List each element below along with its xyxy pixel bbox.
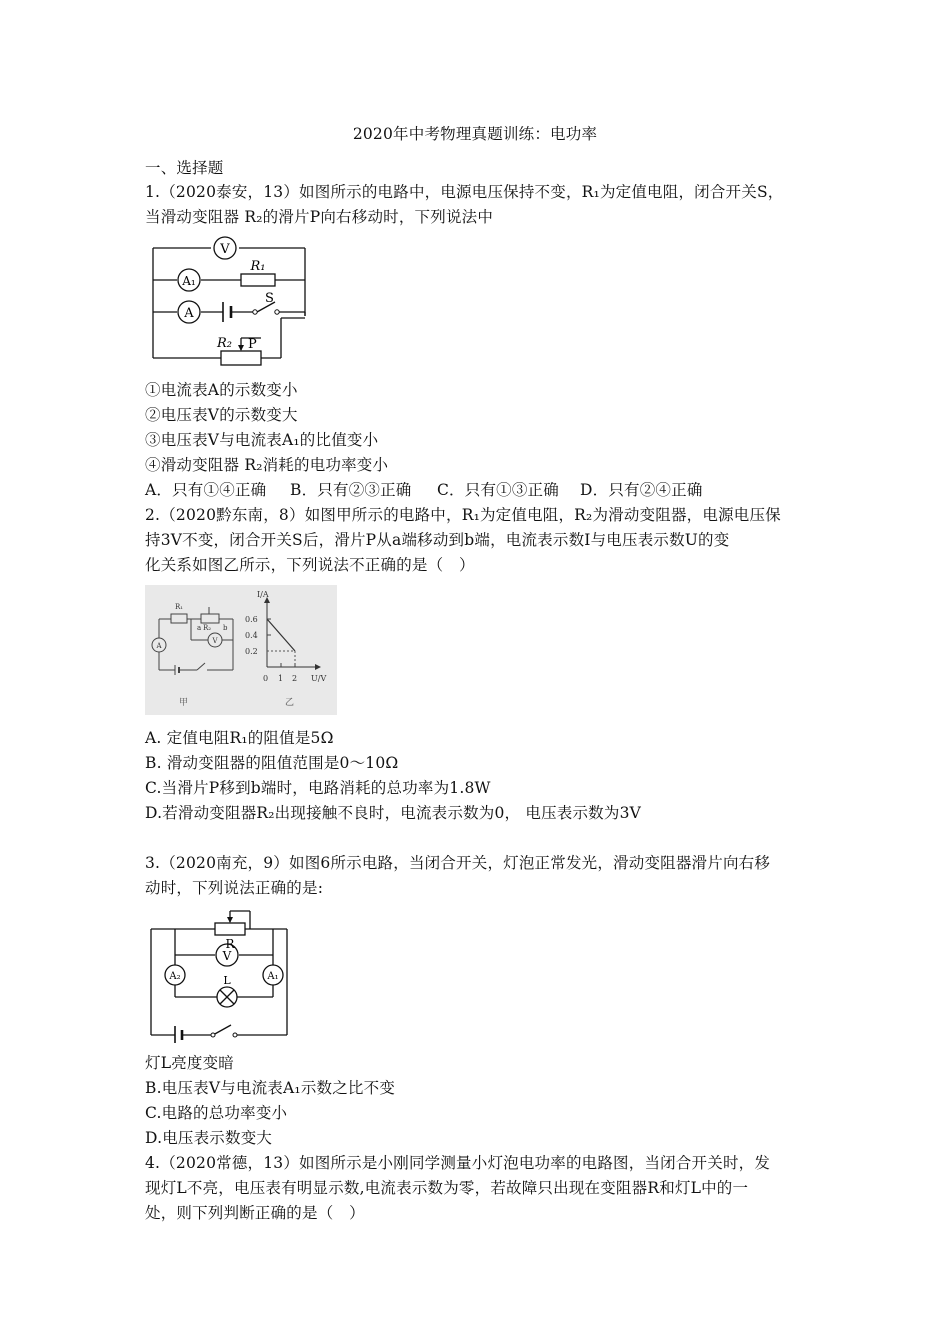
q2-figure <box>145 585 337 715</box>
q4-text-line2: 现灯L不亮，电压表有明显示数,电流表示数为零，若故障只出现在变阻器R和灯L中的一 <box>145 1179 749 1197</box>
q2-voltmeter-label: V <box>212 637 218 645</box>
q3-voltmeter-label: V <box>222 949 232 963</box>
q1-statement-2: ②电压表V的示数变大 <box>145 406 298 424</box>
q3-option-a: 灯L亮度变暗 <box>145 1054 234 1072</box>
q2-a-end-label: a <box>197 624 202 632</box>
q2-xtick-1: 1 <box>278 674 284 683</box>
q2-option-c: C.当滑片P移到b端时，电路消耗的总功率为1.8W <box>145 779 491 797</box>
q2-r1-label: R₁ <box>175 603 184 611</box>
q2-xtick-2: 2 <box>292 674 298 683</box>
q2-ytick-02: 0.2 <box>245 647 258 656</box>
q3-text-line2: 动时，下列说法正确的是: <box>145 879 324 897</box>
q2-text-line2: 持3V不变，闭合开关S后，滑片P从a端移动到b端，电流表示数I与电压表示数U的变 <box>145 531 730 549</box>
q1-option-d: D．只有②④正确 <box>580 481 703 499</box>
q3-rheostat-r-label: R <box>225 937 235 951</box>
q4-text-line3: 处，则下列判断正确的是（ ） <box>145 1204 365 1222</box>
q1-option-c: C．只有①③正确 <box>437 481 559 499</box>
q3-option-b: B.电压表V与电流表A₁示数之比不变 <box>145 1079 396 1097</box>
q2-y-axis-label: I/A <box>257 590 269 599</box>
q2-xtick-0: 0 <box>263 674 269 683</box>
q1-circuit-diagram <box>145 232 315 366</box>
q2-ytick-04: 0.4 <box>245 631 258 640</box>
q1-option-b: B．只有②③正确 <box>290 481 412 499</box>
q3-ammeter-a1-label: A₁ <box>267 971 279 982</box>
rheostat-r2-label: R₂ <box>217 336 232 351</box>
q2-option-d: D.若滑动变阻器R₂出现接触不良时，电流表示数为0， 电压表示数为3V <box>145 804 642 822</box>
q1-option-a: A．只有①④正确 <box>145 481 267 499</box>
q2-jia-label: 甲 <box>179 698 189 708</box>
q3-option-d: D.电压表示数变大 <box>145 1129 273 1147</box>
q2-yi-label: 乙 <box>285 698 295 708</box>
ammeter-a-label: A <box>184 306 194 321</box>
q3-circuit-diagram <box>145 905 295 1043</box>
q1-statement-4: ④滑动变阻器 R₂消耗的电功率变小 <box>145 456 389 474</box>
q2-text-line1: 2.（2020黔东南，8）如图甲所示的电路中，R₁为定值电阻，R₂为滑动变阻器，电源电压保 <box>145 506 781 524</box>
voltmeter-label: V <box>220 242 230 257</box>
q3-text-line1: 3.（2020南充，9）如图6所示电路，当闭合开关，灯泡正常发光，滑动变阻器滑片向右移 <box>145 854 771 872</box>
section-heading: 一、选择题 <box>145 159 224 177</box>
q2-text-line3: 化关系如图乙所示，下列说法不正确的是（ ） <box>145 556 475 574</box>
q2-ytick-06: 0.6 <box>245 615 258 624</box>
q1-text-line2: 当滑动变阻器 R₂的滑片P向右移动时，下列说法中 <box>145 208 494 226</box>
page-title: 2020年中考物理真题训练：电功率 <box>352 125 598 143</box>
q3-lamp-l-label: L <box>223 974 231 987</box>
q1-statement-3: ③电压表V与电流表A₁的比值变小 <box>145 431 379 449</box>
q2-ammeter-label: A <box>156 642 162 650</box>
q2-option-a: A. 定值电阻R₁的阻值是5Ω <box>145 729 334 747</box>
q3-option-c: C.电路的总功率变小 <box>145 1104 288 1122</box>
switch-s-label: S <box>265 291 274 306</box>
q2-option-b: B. 滑动变阻器的阻值范围是0～10Ω <box>145 754 399 772</box>
q2-x-axis-label: U/V <box>311 674 327 683</box>
slider-p-label: P <box>248 337 257 352</box>
ammeter-a1-label: A₁ <box>182 274 196 288</box>
q4-text-line1: 4.（2020常德，13）如图所示是小刚同学测量小灯泡电功率的电路图，当闭合开关时，发 <box>145 1154 771 1172</box>
q3-ammeter-a2-label: A₂ <box>169 971 181 982</box>
q2-r2-label: R₂ <box>203 624 212 632</box>
q2-b-end-label: b <box>223 624 228 632</box>
q1-statement-1: ①电流表A的示数变小 <box>145 381 298 399</box>
q1-text-line1: 1.（2020泰安，13）如图所示的电路中，电源电压保持不变，R₁为定值电阻，闭合开关S， <box>145 183 784 201</box>
resistor-r1-label: R₁ <box>250 259 266 274</box>
